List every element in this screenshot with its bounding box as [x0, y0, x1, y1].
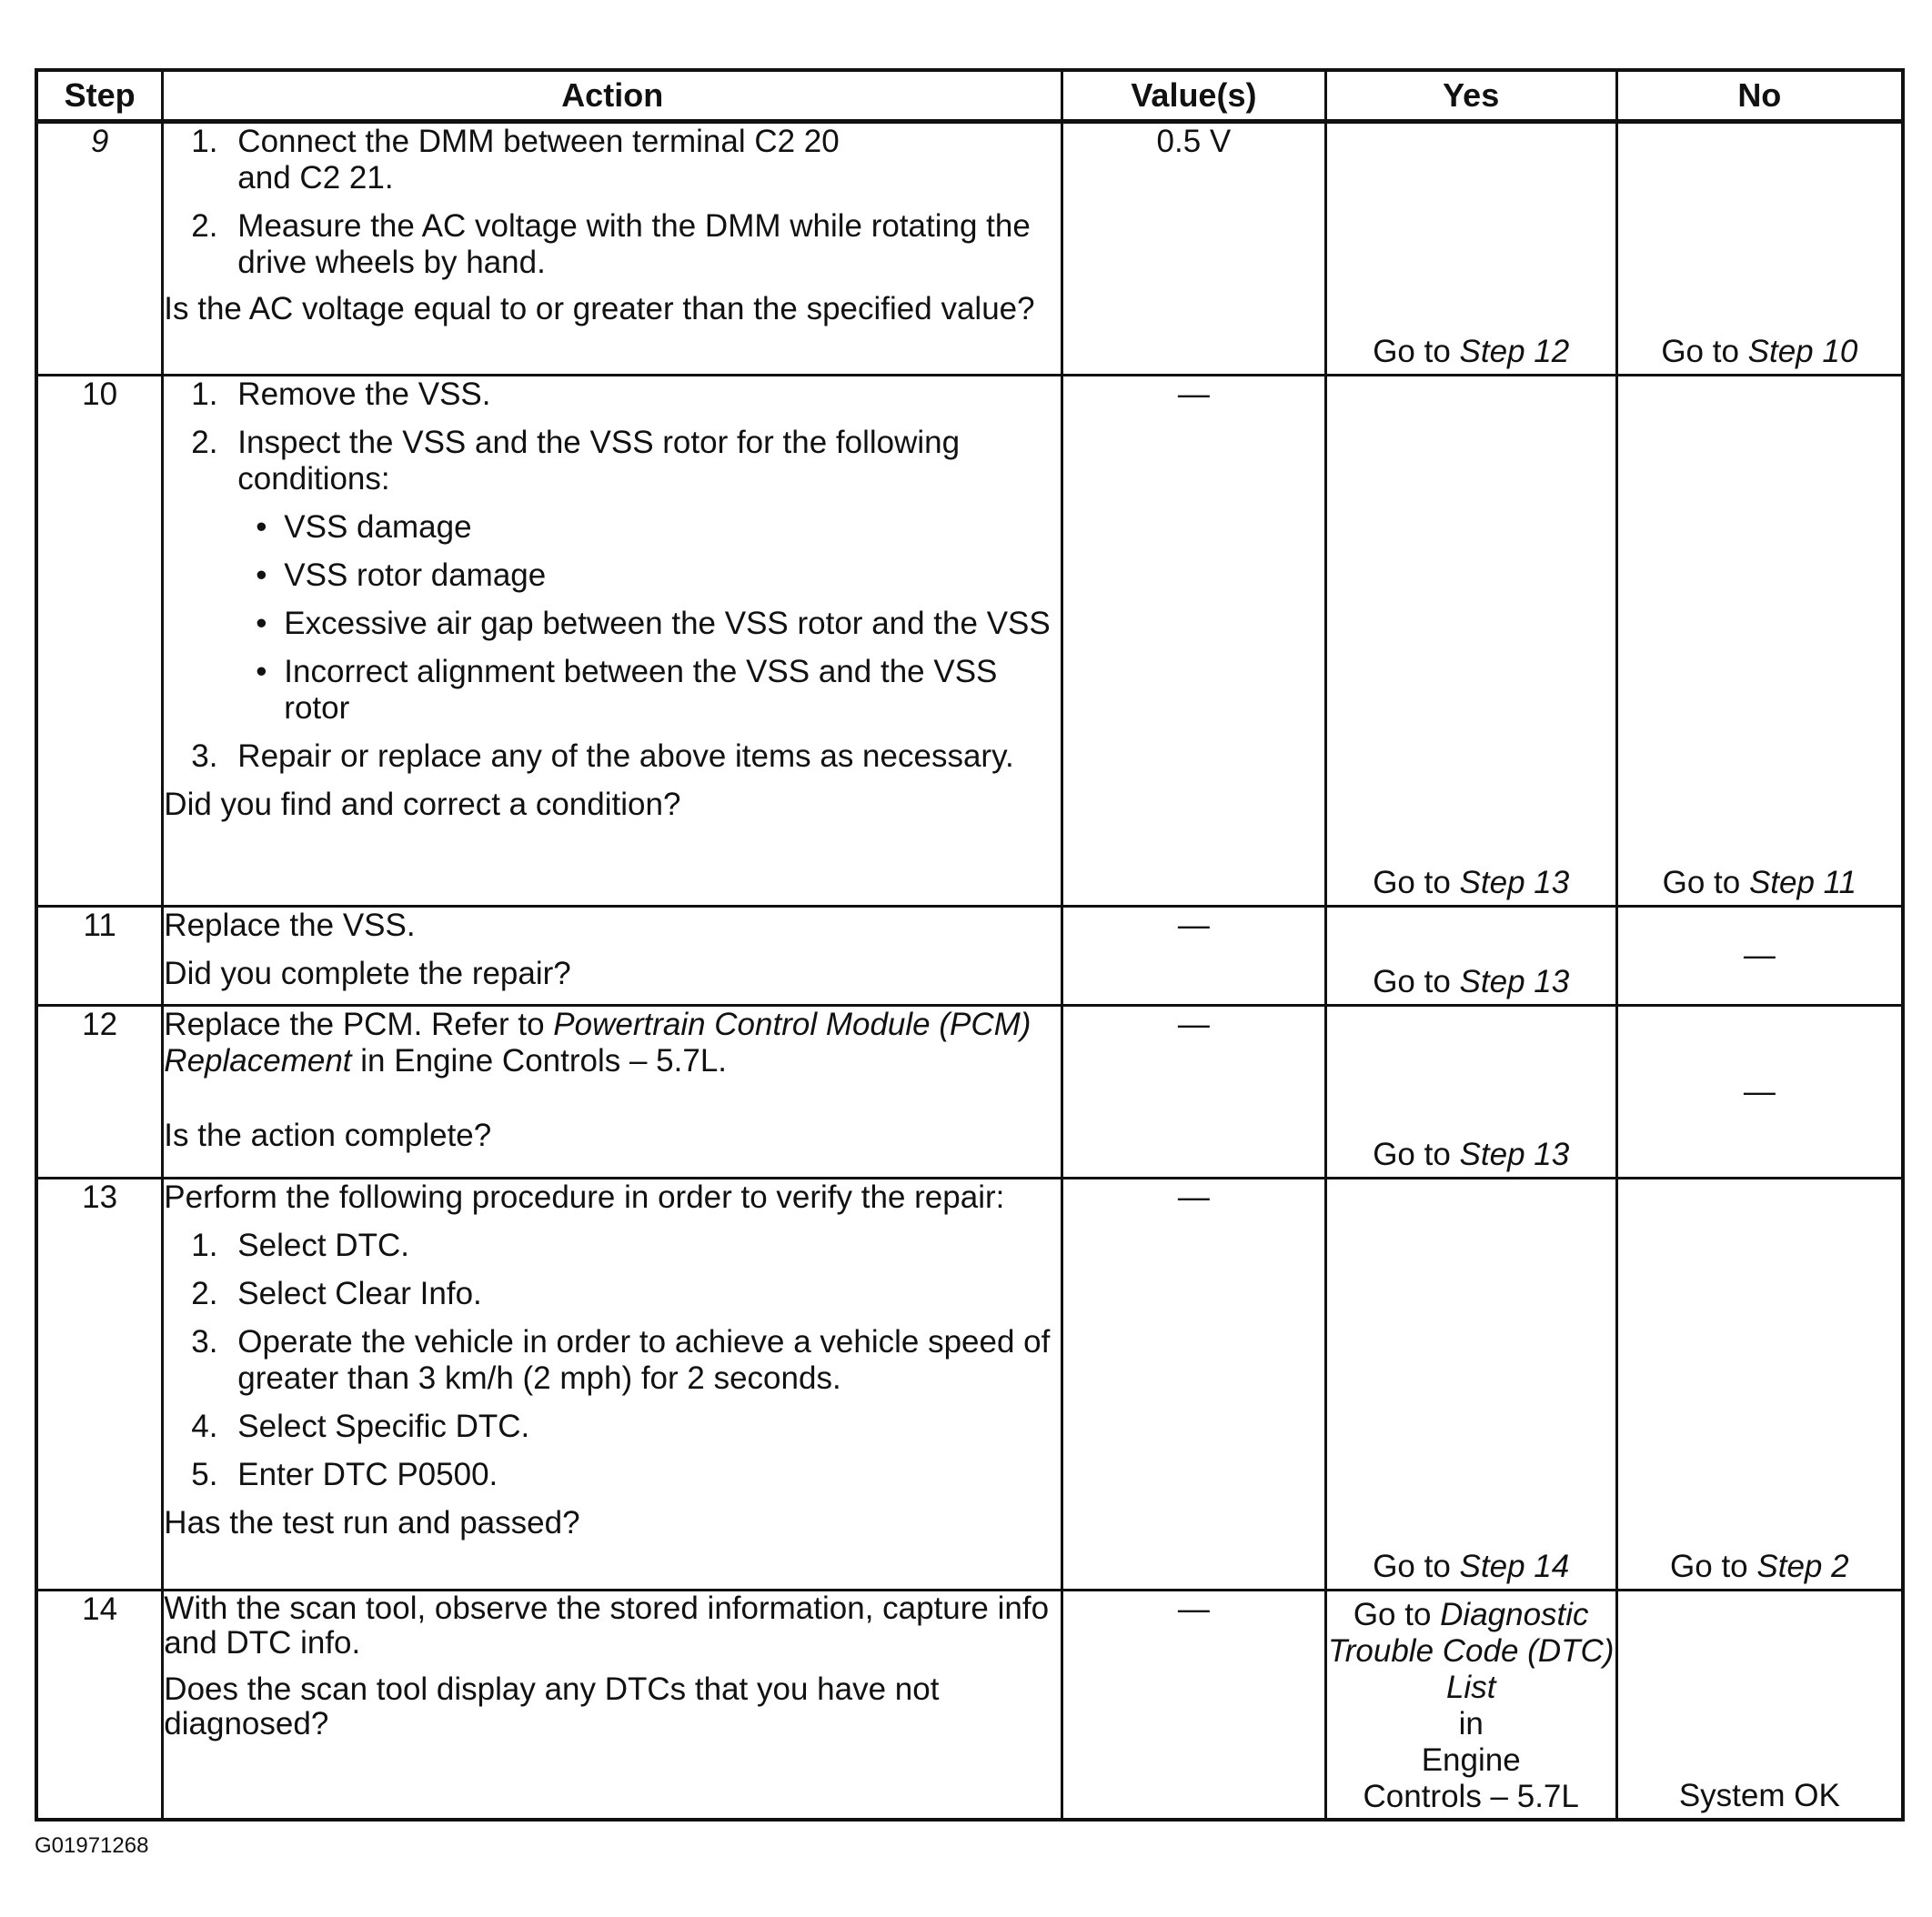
- value-cell: —: [1062, 376, 1326, 907]
- yes-link[interactable]: Go to Step 12: [1373, 334, 1570, 369]
- list-item: 5. Enter DTC P0500.: [191, 1457, 498, 1492]
- table-row-step-12: [36, 1006, 1903, 1179]
- no-value: —: [1743, 938, 1776, 973]
- list-item: • VSS rotor damage: [256, 557, 547, 593]
- yes-link[interactable]: Go to Step 13: [1373, 1137, 1570, 1172]
- action-text: Select DTC.: [237, 1228, 409, 1263]
- list-item: 3. Repair or replace any of the above items as necessary.: [191, 738, 1014, 774]
- list-item: 2. Measure the AC voltage with the DMM while rotating the drive wheels by hand.: [191, 208, 1031, 280]
- action-cell: [163, 1179, 1062, 1591]
- table-row-step-13: [36, 1179, 1903, 1591]
- value-cell: —: [1062, 907, 1326, 1006]
- question-text: Does the scan tool display any DTCs that you have not diagnosed?: [164, 1671, 940, 1741]
- header-action: Action: [163, 70, 1062, 122]
- header-values: Value(s): [1062, 70, 1326, 122]
- header-row: [36, 70, 1903, 122]
- list-item: 1. Select DTC.: [191, 1228, 409, 1263]
- action-cell: [163, 376, 1062, 907]
- action-text: Select Specific DTC.: [237, 1409, 530, 1444]
- list-item: 1. Connect the DMM between terminal C2 20 and C2 21.: [191, 124, 840, 196]
- header-yes: Yes: [1325, 70, 1616, 122]
- action-list: [164, 124, 1061, 281]
- no-link[interactable]: Go to Step 11: [1662, 865, 1857, 900]
- no-cell: [1616, 122, 1903, 376]
- list-item: 4. Select Specific DTC.: [191, 1409, 530, 1444]
- action-text: Inspect the VSS and the VSS rotor for the following conditions:: [237, 425, 961, 497]
- intro-text: Perform the following procedure in order to verify the repair:: [164, 1179, 1005, 1215]
- table-row-step-10: [36, 376, 1903, 907]
- action-text: Repair or replace any of the above items as necessary.: [237, 738, 1014, 774]
- list-item: 2. Select Clear Info.: [191, 1276, 482, 1311]
- list-item: 3. Operate the vehicle in order to achieve a vehicle speed of greater than 3 km/h (2 mph) for 2 seconds.: [191, 1324, 1051, 1396]
- diagnostic-table: [35, 68, 1905, 1822]
- action-text: Replace the PCM. Refer to Powertrain Control Module (PCM) Replacement in Engine Controls – 5.7L.: [164, 1007, 1031, 1079]
- action-text: Measure the AC voltage with the DMM while rotating the drive wheels by hand.: [237, 208, 1031, 280]
- step-number: 11: [36, 907, 163, 1006]
- yes-cell: [1325, 122, 1616, 376]
- value-cell: —: [1062, 1179, 1326, 1591]
- no-link[interactable]: Go to Step 10: [1661, 334, 1858, 369]
- action-cell: [163, 907, 1062, 1006]
- yes-cell: [1325, 907, 1616, 1006]
- condition-list: [237, 509, 1061, 727]
- question-text: Has the test run and passed?: [164, 1505, 580, 1541]
- yes-link[interactable]: Go to Step 13: [1373, 865, 1570, 900]
- no-link[interactable]: Go to Step 2: [1670, 1549, 1849, 1584]
- yes-link[interactable]: Go to Diagnostic Trouble Code (DTC) List in Engine Controls – 5.7L: [1327, 1597, 1615, 1814]
- list-item: 2. Inspect the VSS and the VSS rotor for the following conditions: • VSS damage • VSS rotor damage • Excessive air gap between the VSS rotor and the VSS • Incorrect alignment between the VSS and the VSS rotor: [164, 425, 1061, 727]
- no-cell: [1616, 1006, 1903, 1179]
- yes-link[interactable]: Go to Step 14: [1373, 1549, 1570, 1584]
- step-number: 13: [36, 1179, 163, 1591]
- no-cell: [1616, 907, 1903, 1006]
- reference-link[interactable]: Powertrain Control Module (PCM) Replacement: [164, 1007, 1031, 1079]
- table-row-step-14: [36, 1591, 1903, 1820]
- action-list: [164, 376, 1061, 775]
- step-number: 9: [36, 122, 163, 376]
- yes-cell: [1325, 376, 1616, 907]
- yes-cell: [1325, 1591, 1616, 1820]
- table-row-step-9: [36, 122, 1903, 376]
- no-value: —: [1743, 1073, 1776, 1109]
- list-item: • VSS damage: [256, 509, 472, 545]
- header-step: Step: [36, 70, 163, 122]
- no-cell: [1616, 1591, 1903, 1820]
- question-text: Is the AC voltage equal to or greater than the specified value?: [164, 291, 1035, 326]
- action-list: [164, 1228, 1061, 1493]
- question-text: Is the action complete?: [164, 1118, 492, 1153]
- list-item: 1. Remove the VSS.: [191, 376, 491, 412]
- action-cell: [163, 122, 1062, 376]
- step-number: 14: [36, 1591, 163, 1820]
- action-text: Remove the VSS.: [237, 376, 491, 412]
- action-cell: [163, 1006, 1062, 1179]
- step-number: 12: [36, 1006, 163, 1179]
- no-value: System OK: [1678, 1777, 1840, 1813]
- action-text: Enter DTC P0500.: [237, 1457, 498, 1492]
- question-text: Did you complete the repair?: [164, 956, 571, 991]
- action-text: Replace the VSS.: [164, 908, 416, 943]
- value-cell: —: [1062, 1591, 1326, 1820]
- action-text: With the scan tool, observe the stored information, capture info and DTC info.: [164, 1591, 1050, 1661]
- yes-cell: [1325, 1006, 1616, 1179]
- list-item: • Excessive air gap between the VSS rotor and the VSS: [256, 606, 1051, 641]
- question-text: Did you find and correct a condition?: [164, 787, 681, 822]
- list-item: • Incorrect alignment between the VSS and the VSS rotor: [256, 654, 998, 726]
- no-cell: [1616, 376, 1903, 907]
- action-text: Operate the vehicle in order to achieve a vehicle speed of greater than 3 km/h (2 mph) for 2 seconds.: [237, 1324, 1051, 1396]
- yes-cell: [1325, 1179, 1616, 1591]
- yes-link[interactable]: Go to Step 13: [1373, 964, 1570, 999]
- no-cell: [1616, 1179, 1903, 1591]
- header-no: No: [1616, 70, 1903, 122]
- table-row-step-11: [36, 907, 1903, 1006]
- value-cell: 0.5 V: [1062, 122, 1326, 376]
- action-text: Connect the DMM between terminal C2 20 and C2 21.: [237, 124, 840, 196]
- action-cell: [163, 1591, 1062, 1820]
- value-cell: —: [1062, 1006, 1326, 1179]
- action-text: Select Clear Info.: [237, 1276, 482, 1311]
- figure-id: G01971268: [35, 1833, 149, 1858]
- step-number: 10: [36, 376, 163, 907]
